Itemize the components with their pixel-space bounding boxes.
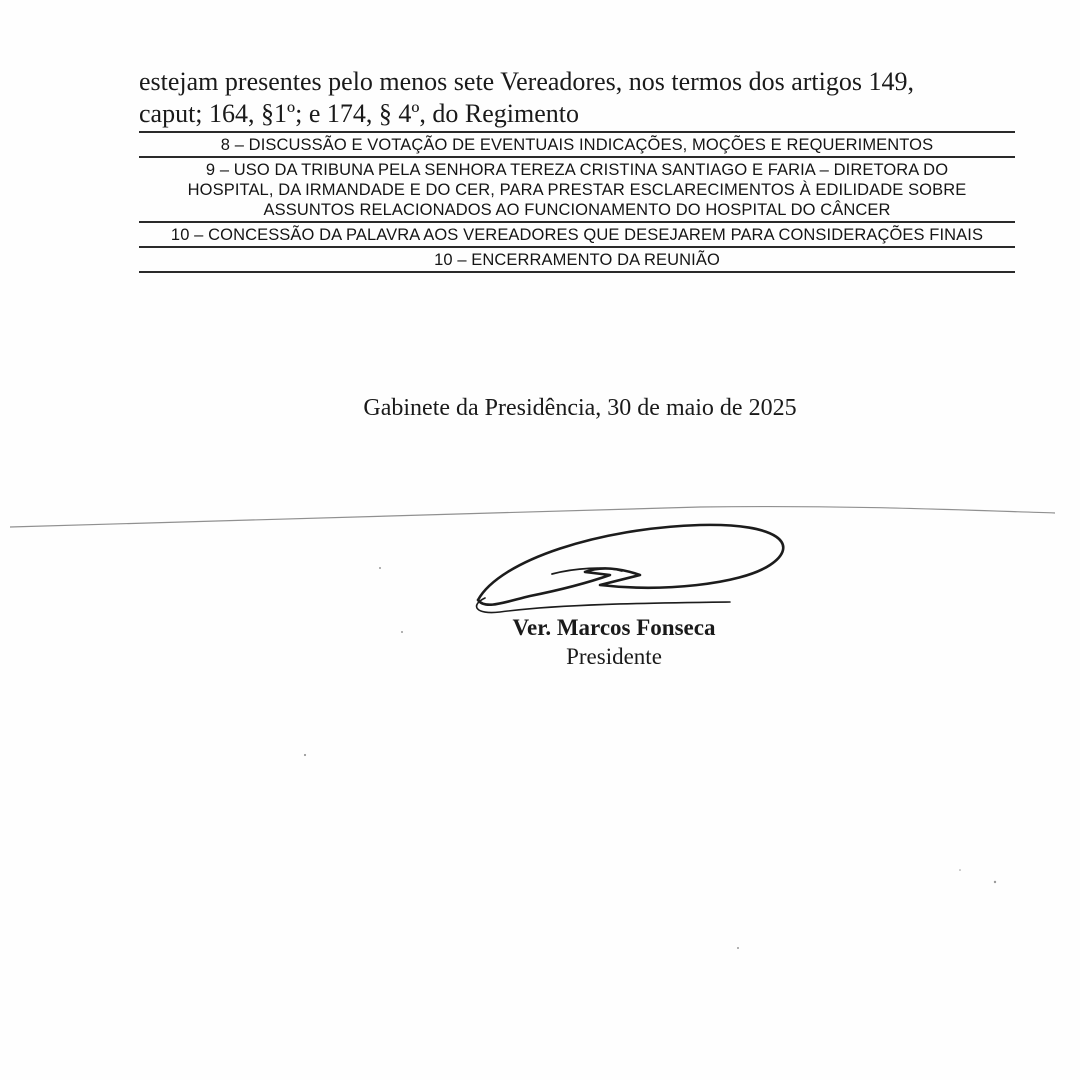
agenda-item-10-consideracoes: 10 – CONCESSÃO DA PALAVRA AOS VEREADORES QUE DESEJAREM PARA CONSIDERAÇÕES FINAIS (139, 221, 1015, 246)
signature-scribble (477, 525, 784, 613)
signature-block (414, 613, 814, 671)
intro-line-2: caput; 164, §1º; e 174, § 4º, do Regimento (139, 99, 580, 128)
intro-paragraph (139, 66, 1039, 130)
signer-role: Presidente (566, 644, 662, 669)
agenda-item-8: 8 – DISCUSSÃO E VOTAÇÃO DE EVENTUAIS INDICAÇÕES, MOÇÕES E REQUERIMENTOS (139, 131, 1015, 156)
signer-name: Ver. Marcos Fonseca (512, 615, 716, 640)
agenda-item-10-encerramento: 10 – ENCERRAMENTO DA REUNIÃO (139, 246, 1015, 273)
agenda-item-9: 9 – USO DA TRIBUNA PELA SENHORA TEREZA CRISTINA SANTIAGO E FARIA – DIRETORA DO HOSPITAL, DA IRMANDADE E DO CER, PARA PRESTAR ESCLARECIMENTOS À EDILIDADE SOBRE ASSUNTOS RELACIONADOS AO FUNCIONAMENTO DO HOSPITAL DO CÂNCER (139, 156, 1015, 221)
fold-line (10, 507, 1055, 527)
agenda-list (139, 131, 1015, 273)
intro-line-1: estejam presentes pelo menos sete Vereadores, nos termos dos artigos 149, (139, 67, 914, 96)
date-line: Gabinete da Presidência, 30 de maio de 2025 (363, 395, 797, 421)
